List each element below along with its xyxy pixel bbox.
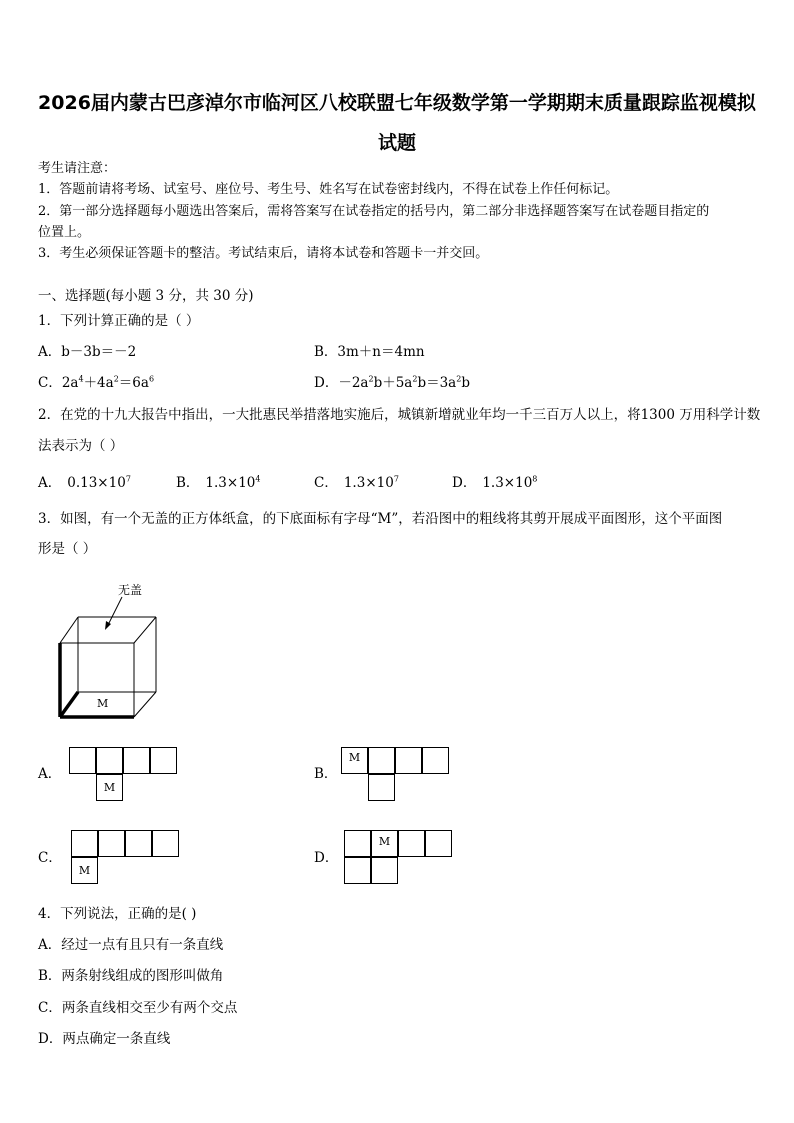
q4-option-c: C．两条直线相交至少有两个交点 bbox=[38, 1000, 238, 1016]
net-cell bbox=[395, 747, 422, 774]
q2-option-c: C． $1.3\times 10^7$ bbox=[314, 474, 399, 491]
net-cell-m: M bbox=[371, 830, 398, 857]
cube-cut-edge bbox=[60, 692, 78, 717]
q1-option-a: A．b－3b＝－2 bbox=[38, 344, 137, 360]
q2-stem: 2．在党的十九大报告中指出，一大批惠民举措落地实施后，城镇新增就业年均一千三百万人以上，将1300 万用科学计数 bbox=[38, 407, 761, 423]
q3-stem: 3．如图，有一个无盖的正方体纸盒，的下底面标有字母“M”，若沿图中的粗线将其剪开展成平面图形，这个平面图 bbox=[38, 511, 723, 527]
net-cell-m: M bbox=[96, 774, 123, 801]
net-cell bbox=[123, 747, 150, 774]
cube-edge bbox=[60, 617, 78, 643]
q3-option-b-label: B． bbox=[314, 766, 338, 782]
net-cell-m: M bbox=[341, 747, 368, 774]
q2-stem-cont: 法表示为（ ） bbox=[38, 438, 124, 454]
cube-edge bbox=[134, 617, 156, 643]
q2-option-a: A． $0.13\times 10^7$ bbox=[38, 474, 131, 491]
net-cell-m: M bbox=[71, 857, 98, 884]
q1-option-d: D．$-2a^2b+5a^2b=3a^2b$ bbox=[314, 374, 470, 391]
net-cell bbox=[368, 774, 395, 801]
q1-option-b: B．3m＋n＝4mn bbox=[314, 344, 425, 360]
figure-arrow-line bbox=[108, 597, 122, 625]
q2-option-b: B． $1.3\times 10^4$ bbox=[176, 474, 261, 491]
notice-heading: 考生请注意： bbox=[38, 161, 117, 176]
net-cell bbox=[98, 830, 125, 857]
net-cell bbox=[69, 747, 96, 774]
open-cube-figure bbox=[50, 575, 170, 725]
q4-option-b: B．两条射线组成的图形叫做角 bbox=[38, 968, 224, 984]
page-title-line2: 试题 bbox=[377, 132, 416, 154]
q4-option-d: D．两点确定一条直线 bbox=[38, 1031, 171, 1047]
q3-stem-cont: 形是（ ） bbox=[38, 541, 97, 557]
net-cell bbox=[368, 747, 395, 774]
section-heading: 一、选择题(每小题 3 分，共 30 分) bbox=[38, 288, 254, 304]
q1-stem: 1．下列计算正确的是（ ） bbox=[38, 313, 200, 329]
net-cell bbox=[125, 830, 152, 857]
notice-item-3: 3．考生必须保证答题卡的整洁。考试结束后，请将本试卷和答题卡一并交回。 bbox=[38, 246, 489, 261]
q4-stem: 4．下列说法，正确的是( ) bbox=[38, 906, 197, 922]
q2-option-d: D． $1.3\times 10^8$ bbox=[452, 474, 538, 491]
q3-option-d-label: D． bbox=[314, 850, 339, 866]
figure-label: 无盖 bbox=[118, 583, 143, 597]
figure-letter: M bbox=[97, 697, 109, 710]
net-cell bbox=[422, 747, 449, 774]
net-cell bbox=[344, 857, 371, 884]
notice-item-2: 2．第一部分选择题每小题选出答案后，需将答案写在试卷指定的括号内，第二部分非选择题答案写在试卷题目指定的 bbox=[38, 204, 710, 219]
net-cell bbox=[425, 830, 452, 857]
notice-item-1: 1．答题前请将考场、试室号、座位号、考生号、姓名写在试卷密封线内，不得在试卷上作任何标记。 bbox=[38, 182, 619, 197]
net-cell bbox=[71, 830, 98, 857]
net-cell bbox=[150, 747, 177, 774]
net-cell bbox=[152, 830, 179, 857]
net-cell bbox=[344, 830, 371, 857]
page-title: 2026届内蒙古巴彦淖尔市临河区八校联盟七年级数学第一学期期末质量跟踪监视模拟 bbox=[38, 92, 756, 114]
net-cell bbox=[96, 747, 123, 774]
net-cell bbox=[371, 857, 398, 884]
q3-option-a-label: A． bbox=[38, 766, 62, 782]
q1-option-c: C．$2a^4+4a^2=6a^6$ bbox=[38, 374, 155, 391]
q4-option-a: A．经过一点有且只有一条直线 bbox=[38, 937, 224, 953]
notice-item-2-cont: 位置上。 bbox=[38, 225, 91, 240]
q3-option-c-label: C． bbox=[38, 850, 62, 866]
arrow-head-icon bbox=[105, 621, 111, 630]
net-cell bbox=[398, 830, 425, 857]
cube-edge bbox=[134, 692, 156, 717]
